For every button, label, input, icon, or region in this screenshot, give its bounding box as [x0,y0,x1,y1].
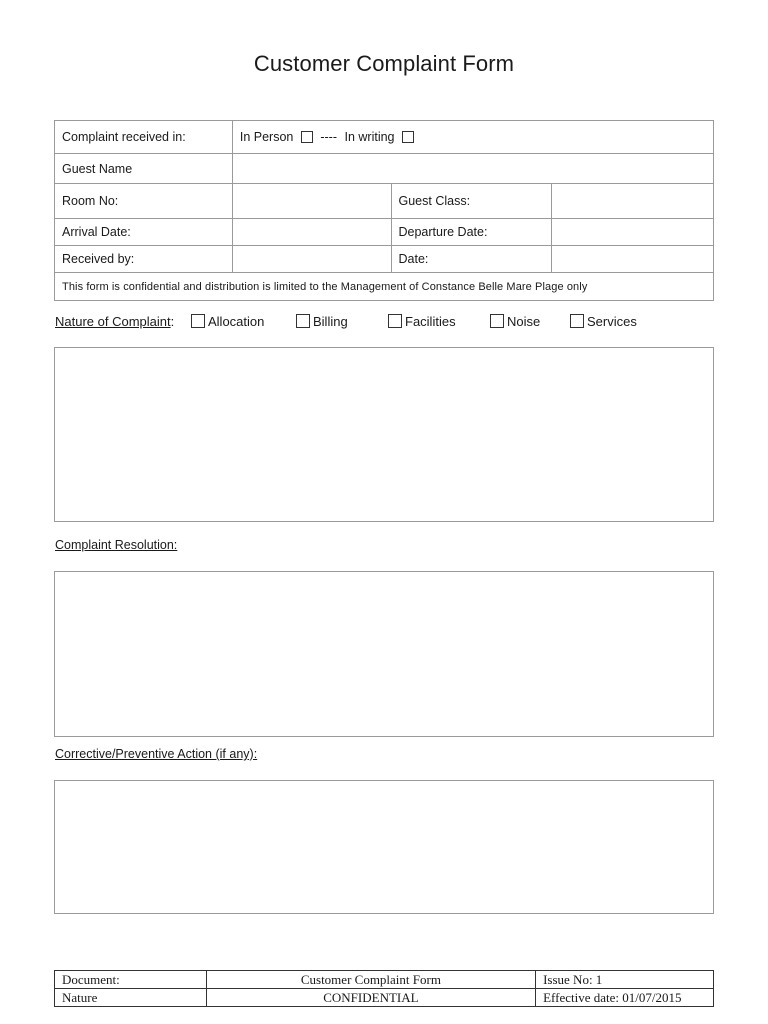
footer-row-nature [55,989,714,1007]
room-row [55,184,714,219]
nature-option-billing[interactable] [296,314,348,329]
nature-colon: : [170,314,175,329]
services-label: Services [587,314,637,329]
room-no-field[interactable] [232,184,391,219]
guest-class-label: Guest Class: [391,184,552,219]
nature-option-services[interactable] [570,314,637,329]
in-writing-checkbox[interactable] [402,131,414,143]
received-in-label: Complaint received in: [55,121,233,154]
billing-checkbox[interactable] [296,314,310,328]
guest-name-field[interactable] [232,154,713,184]
received-by-label: Received by: [55,246,233,273]
footer-document-label: Document: [55,971,207,989]
room-no-label: Room No: [55,184,233,219]
options-separator: ---- [320,130,337,144]
guest-info-table [54,120,714,301]
date-label: Date: [391,246,552,273]
in-person-label: In Person [239,130,294,144]
in-person-checkbox[interactable] [301,131,313,143]
allocation-label: Allocation [208,314,265,329]
noise-label: Noise [507,314,541,329]
received-in-row [55,121,714,154]
dates-row [55,219,714,246]
nature-of-complaint [55,314,715,329]
services-checkbox[interactable] [570,314,584,328]
complaint-resolution-box[interactable] [54,571,714,737]
nature-label: Nature of Complaint [55,314,171,329]
guest-name-row [55,154,714,184]
in-writing-label: In writing [344,130,395,144]
nature-option-noise[interactable] [490,314,540,329]
footer-nature-value: CONFIDENTIAL [206,989,535,1007]
facilities-label: Facilities [405,314,456,329]
footer-document-value: Customer Complaint Form [206,971,535,989]
received-in-options [232,121,713,154]
noise-checkbox[interactable] [490,314,504,328]
arrival-date-label: Arrival Date: [55,219,233,246]
confidential-note: This form is confidential and distribution is limited to the Management of Constance Belle Mare Plage only [55,273,714,301]
complaint-details-box[interactable] [54,347,714,522]
page-title: Customer Complaint Form [253,51,515,76]
confidential-row [55,273,714,301]
allocation-checkbox[interactable] [191,314,205,328]
corrective-action-label: Corrective/Preventive Action (if any): [55,747,258,761]
footer-issue: Issue No: 1 [536,971,714,989]
footer-effective-date: Effective date: 01/07/2015 [536,989,714,1007]
departure-date-field[interactable] [552,219,714,246]
date-field[interactable] [552,246,714,273]
billing-label: Billing [313,314,348,329]
complaint-resolution-label: Complaint Resolution: [55,538,178,552]
document-footer-table [54,970,714,1007]
footer-nature-label: Nature [55,989,207,1007]
corrective-action-box[interactable] [54,780,714,914]
facilities-checkbox[interactable] [388,314,402,328]
departure-date-label: Departure Date: [391,219,552,246]
guest-class-field[interactable] [552,184,714,219]
nature-option-allocation[interactable] [191,314,264,329]
nature-option-facilities[interactable] [388,314,456,329]
guest-name-label: Guest Name [55,154,233,184]
received-by-row [55,246,714,273]
arrival-date-field[interactable] [232,219,391,246]
received-by-field[interactable] [232,246,391,273]
footer-row-document [55,971,714,989]
